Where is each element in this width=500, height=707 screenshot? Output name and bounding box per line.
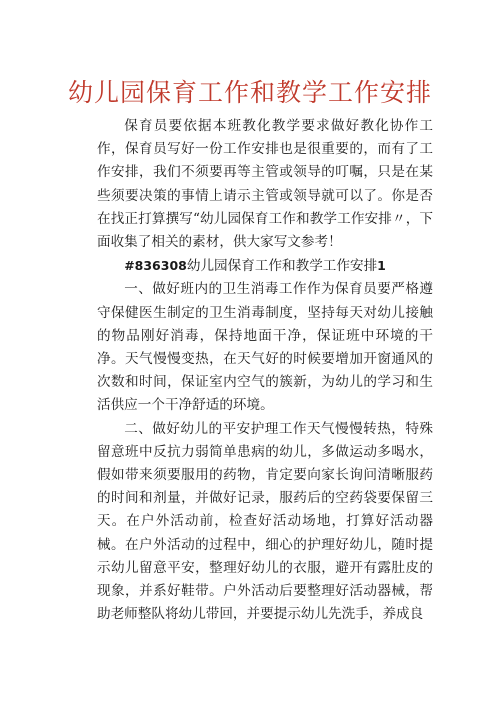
section-number: 1 [377,258,386,274]
document-body [97,115,433,626]
document-title: 幼儿园保育工作和教学工作安排 [67,78,432,107]
paragraph-safety-care: 二、做好幼儿的平安护理工作天气慢慢转热，特殊留意班中反抗力弱简单患病的幼儿，多做运动多喝水，假如带来须要服用的药物，肯定要向家长询问清晰服药的时间和剂量，并做好记录，服药后的空药袋要保留三天。在户外活动前，检查好活动场地，打算好活动器械。在户外活动的过程中，细心的护理好幼儿，随时提示幼儿留意平安，整理好幼儿的衣服，避开有露肚皮的现象，并系好鞋带。户外活动后要整理好活动器械，帮助老师整队将幼儿带回，并要提示幼儿先洗手，养成良 [97,420,433,623]
section-title: 幼儿园保育工作和教学工作安排 [186,258,378,275]
section-code: #836308 [124,258,187,274]
paragraph-hygiene: 一、做好班内的卫生消毒工作作为保育员要严格遵守保健医生制定的卫生消毒制度，坚持每天对幼儿接触的物品刚好消毒，保持地面干净，保证班中环境的干净。天气慢慢变热，在天气好的时候要增加开窗通风的次数和时间，保证室内空气的簇新，为幼儿的学习和生活供应一个干净舒适的环境。 [97,281,433,414]
section-heading [97,254,433,278]
intro-paragraph: 保育员要依据本班教化教学要求做好教化协作工作，保育员写好一份工作安排也是很重要的，而有了工作安排，我们不须要再等主管或领导的叮嘱，只是在某些须要决策的事情上请示主管或领导就可以了。你是否在找正打算撰写“幼儿园保育工作和教学工作安排〃，下面收集了相关的素材，供大家写文参考！ [97,118,433,251]
